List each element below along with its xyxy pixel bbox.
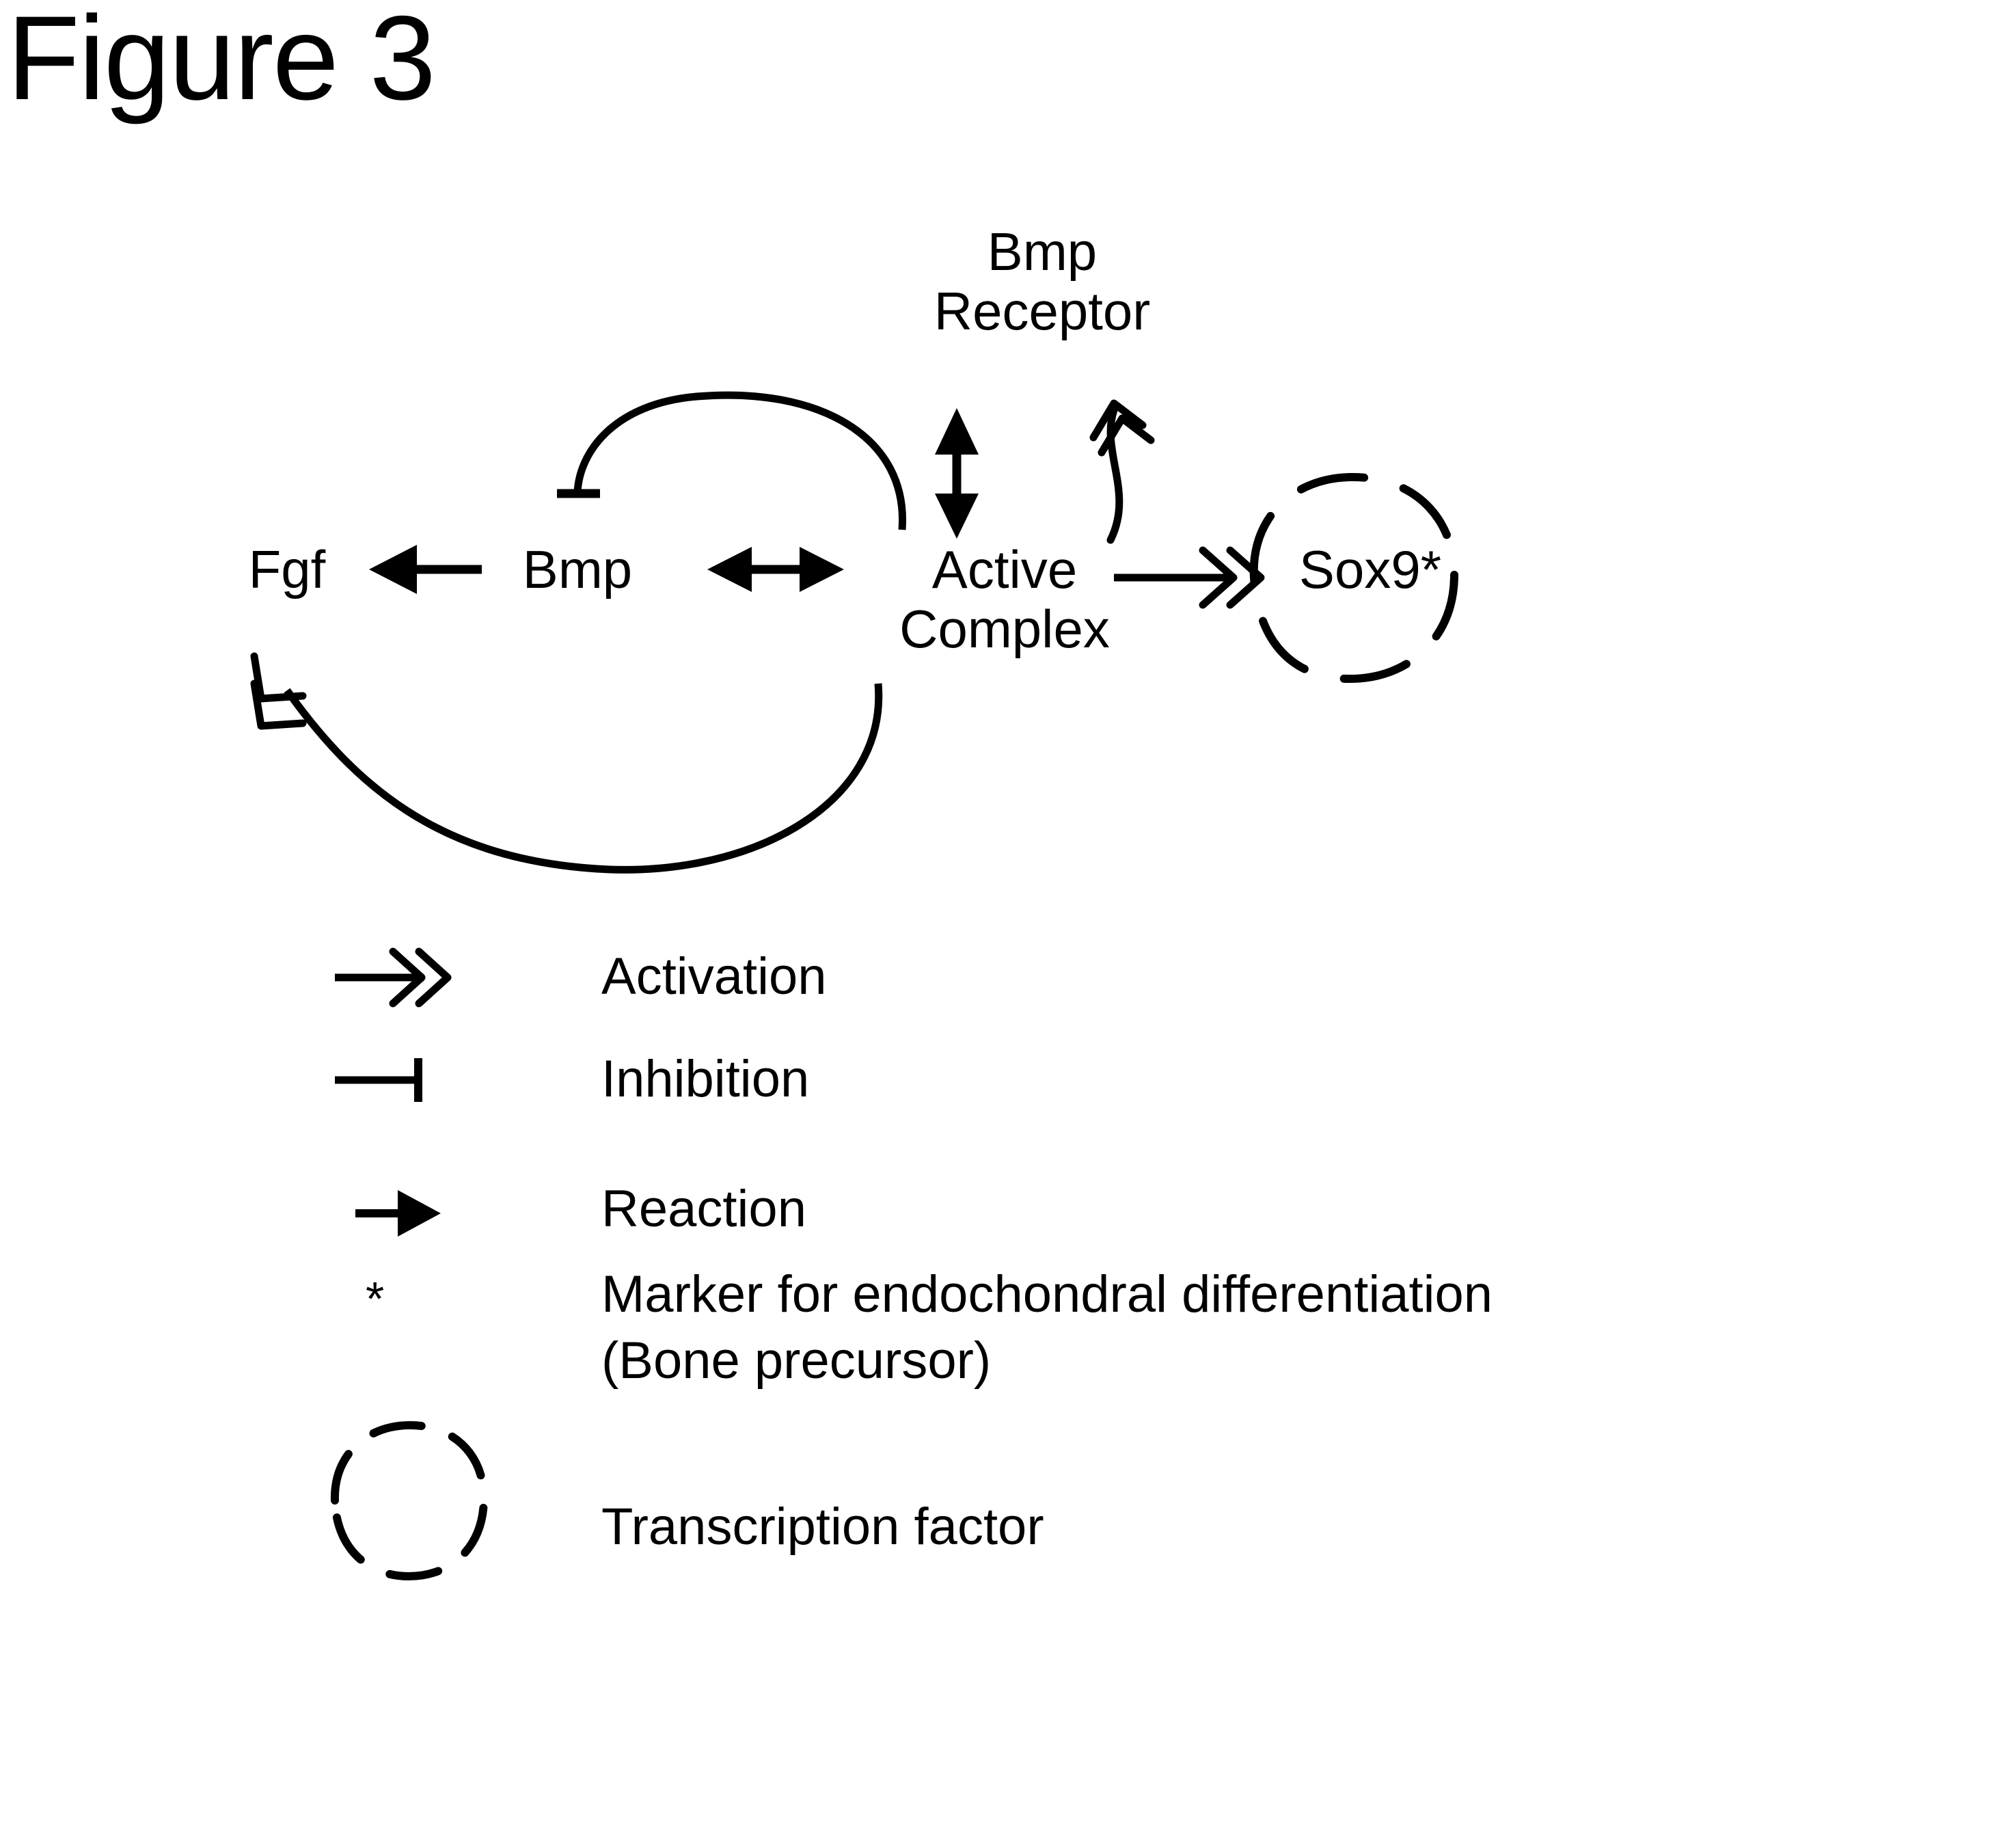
edge-active-complex-inhibits-bmp — [557, 395, 903, 530]
legend-activation-icon — [335, 952, 448, 1003]
node-fgf: Fgf — [248, 539, 326, 599]
node-active-complex-line2: Complex — [899, 599, 1110, 660]
edge-receptor-active-complex — [935, 408, 979, 539]
node-bmp-receptor-line1: Bmp — [987, 221, 1098, 282]
legend-item-reaction-label: Reaction — [601, 1180, 806, 1238]
asterisk-icon: * — [366, 1272, 385, 1325]
node-bmp-receptor — [899, 222, 1186, 342]
edge-active-complex-activates-fgf — [254, 656, 879, 869]
figure-title: Figure 3 — [7, 0, 435, 125]
legend-item-transcription-factor-label: Transcription factor — [601, 1498, 1044, 1556]
edge-bmp-to-fgf — [369, 545, 482, 594]
node-bmp: Bmp — [522, 539, 633, 599]
legend-item-inhibition-label: Inhibition — [601, 1050, 810, 1108]
edge-sox9-to-receptor — [1093, 403, 1151, 540]
node-active-complex — [868, 540, 1141, 660]
legend-reaction-icon — [355, 1190, 441, 1237]
legend-inhibition-icon — [335, 1058, 418, 1102]
legend-item-marker-label: Marker for endochondral differentiation (Bone precursor) — [601, 1265, 1493, 1390]
legend-item-activation-label: Activation — [601, 947, 827, 1006]
node-active-complex-line1: Active — [931, 539, 1078, 599]
legend-transcription-factor-icon — [335, 1425, 484, 1576]
node-bmp-receptor-line2: Receptor — [934, 281, 1151, 342]
node-sox9: Sox9* — [1298, 539, 1442, 599]
edge-bmp-active-complex — [707, 547, 844, 592]
